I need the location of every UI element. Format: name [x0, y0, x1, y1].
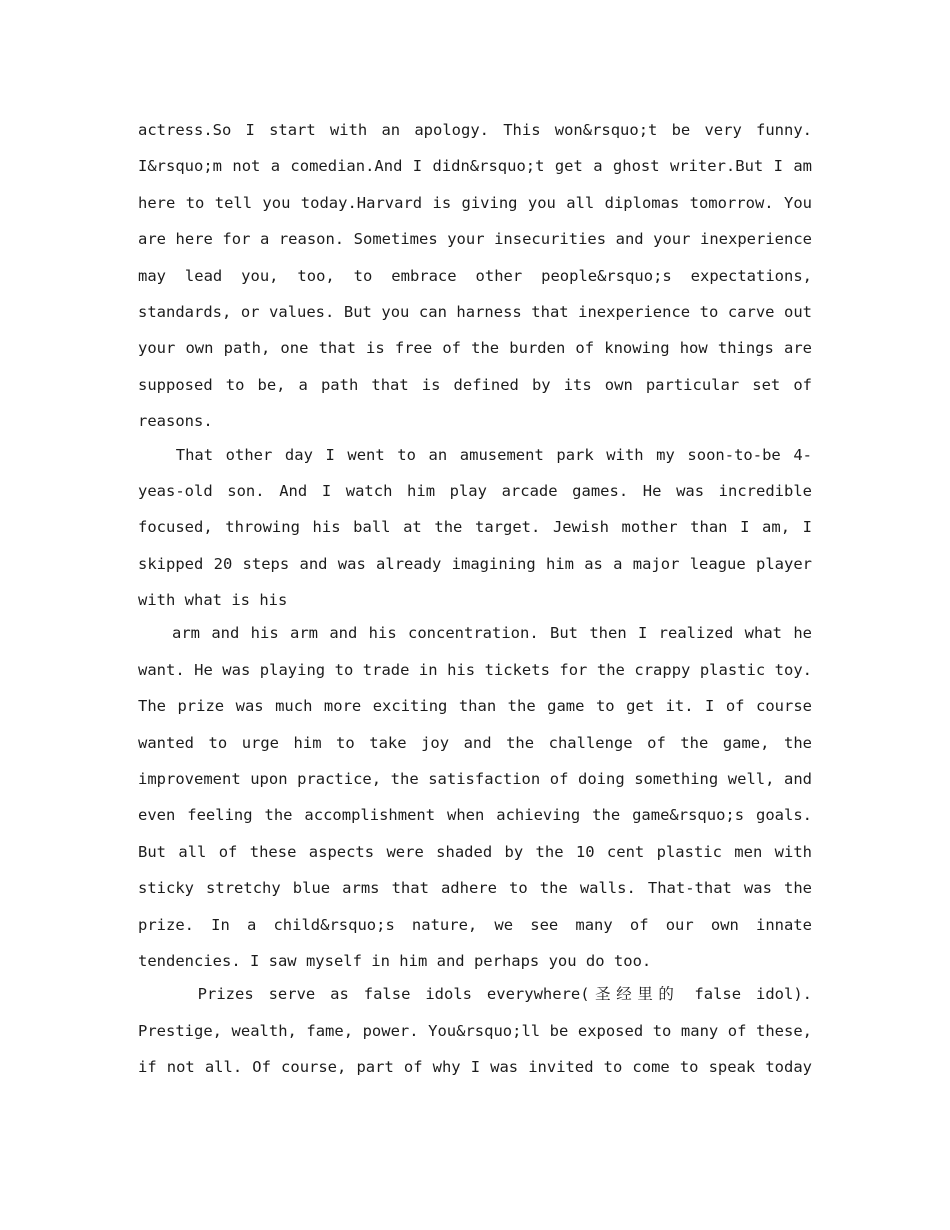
- text-line: skipped 20 steps and was already imagining him as a major league player: [138, 554, 812, 573]
- text-line: standards, or values. But you can harness that inexperience to carve out: [138, 302, 812, 321]
- text-line: with what is his: [138, 591, 288, 610]
- text-line: if not all. Of course, part of why I was invited to come to speak today: [138, 1058, 812, 1077]
- text-line: But all of these aspects were shaded by the 10 cent plastic men with: [138, 842, 812, 861]
- text-line: arm and his arm and his concentration. But then I realized what he: [138, 624, 812, 643]
- text-line: Prizes serve as false idols everywhere(圣经里的 false idol).: [138, 985, 812, 1004]
- text-line: supposed to be, a path that is defined by its own particular set of: [138, 375, 812, 394]
- text-line: improvement upon practice, the satisfaction of doing something well, and: [138, 770, 812, 789]
- paragraph-2: [138, 437, 812, 619]
- text-line: tendencies. I saw myself in him and perhaps you do too.: [138, 951, 652, 970]
- text-line: wanted to urge him to take joy and the challenge of the game, the: [138, 733, 812, 752]
- text-line: Prestige, wealth, fame, power. You&rsquo;ll be exposed to many of these,: [138, 1021, 812, 1040]
- paragraph-1: [138, 112, 812, 440]
- paragraph-3: [138, 615, 812, 979]
- body-text: [138, 112, 812, 1086]
- text-line: yeas-old son. And I watch him play arcade games. He was incredible: [138, 481, 812, 500]
- text-line: your own path, one that is free of the burden of knowing how things are: [138, 339, 812, 358]
- text-line: may lead you, too, to embrace other people&rsquo;s expectations,: [138, 266, 812, 285]
- paragraph-4: [138, 976, 812, 1085]
- text-line: focused, throwing his ball at the target. Jewish mother than I am, I: [138, 518, 812, 537]
- text-line: The prize was much more exciting than the game to get it. I of course: [138, 697, 812, 716]
- text-line: want. He was playing to trade in his tickets for the crappy plastic toy.: [138, 660, 812, 679]
- text-line: even feeling the accomplishment when achieving the game&rsquo;s goals.: [138, 806, 812, 825]
- text-line: That other day I went to an amusement park with my soon-to-be 4-: [138, 445, 812, 464]
- text-line: I&rsquo;m not a comedian.And I didn&rsquo;t get a ghost writer.But I am: [138, 157, 812, 176]
- text-line: prize. In a child&rsquo;s nature, we see many of our own innate: [138, 915, 812, 934]
- text-line: actress.So I start with an apology. This won&rsquo;t be very funny.: [138, 121, 812, 139]
- text-line: are here for a reason. Sometimes your insecurities and your inexperience: [138, 230, 812, 249]
- text-line: here to tell you today.Harvard is giving you all diplomas tomorrow. You: [138, 193, 812, 212]
- text-line: reasons.: [138, 412, 213, 431]
- text-line: sticky stretchy blue arms that adhere to the walls. That-that was the: [138, 879, 812, 898]
